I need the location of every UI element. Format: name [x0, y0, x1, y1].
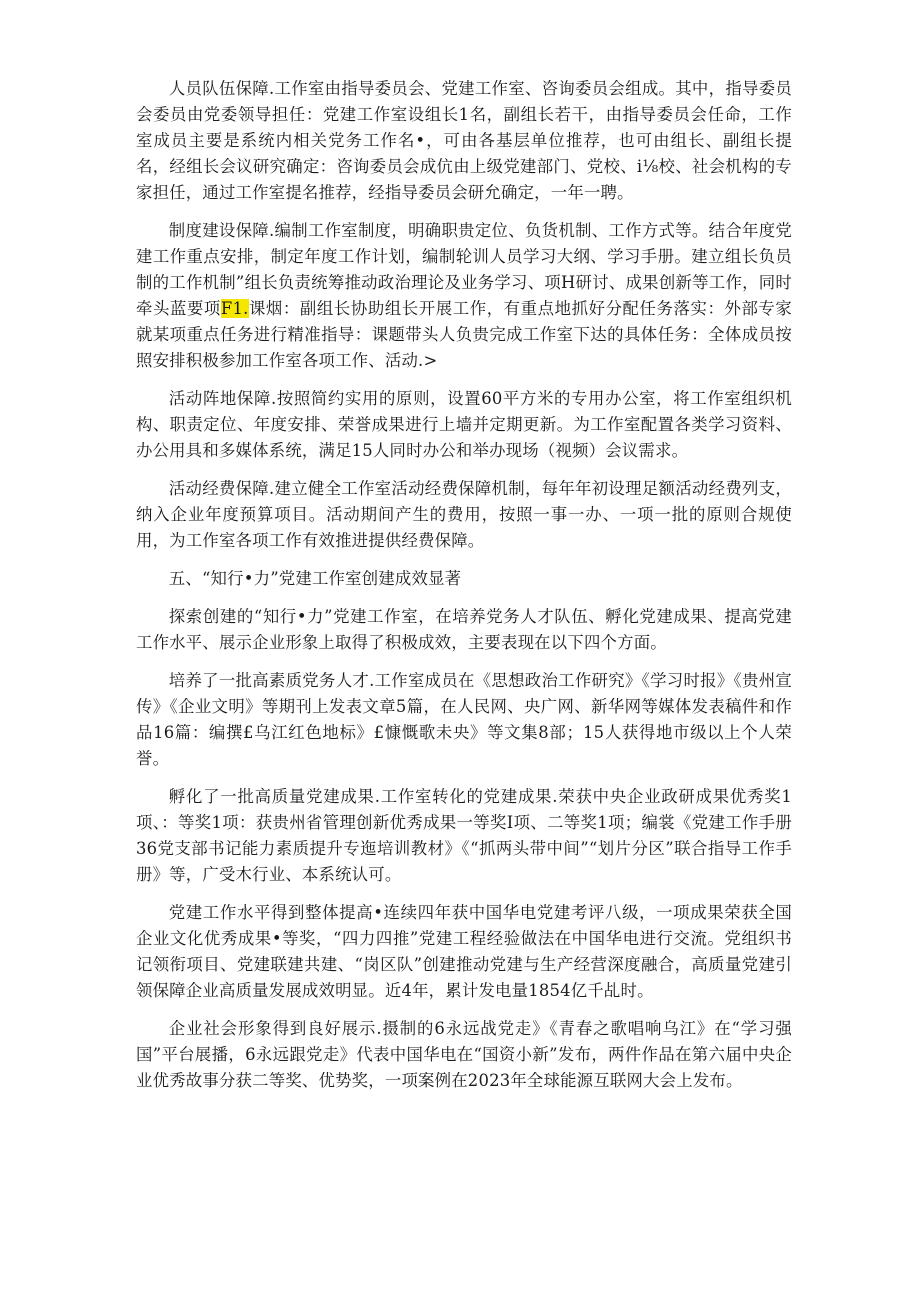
paragraph-venue-guarantee — [136, 386, 792, 464]
paragraph-text: 课烟：副组长协助组长开展工作，有重点地抓好分配任务落实：外部专家就某项重点任务进行精准指导：课题带头人负贵完成工作室下达的具体任务：全体成员按照安排积极参加工作室各项工作、活动.> — [136, 299, 792, 370]
paragraph-achievements-intro — [136, 604, 792, 656]
document-body — [136, 76, 792, 1106]
paragraph-corporate-image — [136, 1016, 792, 1094]
paragraph-text: 企业社会形象得到良好展示.摄制的6永远战党走》《青春之歌唱响乌江》在“学习强国”平台展播，6永远跟党走》代表中国华电在“国资小新”发布，两件作品在第六届中央企业优秀故事分获二等奖、优势奖，一项案例在2023年全球能源互联网大会上发布。 — [136, 1019, 792, 1090]
paragraph-funding-guarantee — [136, 476, 792, 554]
paragraph-talent-cultivation — [136, 668, 792, 772]
paragraph-personnel-guarantee — [136, 76, 792, 206]
paragraph-text: 探索创建的“知行•力”党建工作室，在培养党务人才队伍、孵化党建成果、提高党建工作水平、展示企业形象上取得了积极成效，主要表现在以下四个方面。 — [136, 607, 792, 652]
paragraph-text: 党建工作水平得到整体提高•连续四年获中国华电党建考评八级，一项成果荣获全国企业文化优秀成果•等奖，“四力四推”党建工程经验做法在中国华电进行交流。党组织书记领衔项目、党建联建共建、“岗区队”创建推动党建与生产经营深度融合，高质量党建引领保障企业高质量发展成效明显。近4年，累计发电量1854亿千乩时。 — [136, 903, 792, 1000]
section-heading — [136, 566, 792, 592]
paragraph-text: 活动阵地保障.按照简约实用的原则，设置60平方米的专用办公室，将工作室组织机构、职责定位、年度安排、荣誉成果进行上墙并定期更新。为工作室配置各类学习资料、办公用具和多媒体系统，满足15人同时办公和举办现场（视频）会议需求。 — [136, 389, 792, 460]
paragraph-text: 培养了一批高素质党务人才.工作室成员在《思想政治工作研究》《学习时报》《贵州宣传》《企业文明》等期刊上发表文章5篇，在人民网、央广网、新华网等媒体发表稿件和作品16篇：编撰£乌江红色地标》£慷慨歌未央》等文集8部；15人获得地市级以上个人荣誉。 — [136, 671, 792, 768]
paragraph-text: 制度建设保障.编制工作室制度，明确职贵定位、负货机制、工作方式等。结合年度党建工作重点安排，制定年度工作计划，编制轮训人员学习大纲、学习手册。建立组长负员制的工作机制”组长负责统筹推动政治理论及业务学习、项H研讨、成果创新等工作，同时牵头蓝要项 — [136, 221, 792, 318]
highlighted-text: F1. — [220, 299, 249, 318]
paragraph-text: 人员队伍保障.工作室由指导委员会、党建工作室、咨询委员会组成。其中，指导委员会委员由党委领导担任：党建工作室设组长1名，副组长若干，由指导委员会任命，工作室成员主要是系统内相关党务工作名•，可由各基层单位推荐，也可由组长、副组长提名，经组长会议研究确定：咨询委员会成伉由上级党建部门、党校、i⅛校、社会机构的专家担任，通过工作室提名推荐，经指导委员会研允确定，一年一聘。 — [136, 79, 792, 202]
paragraph-overall-improvement — [136, 900, 792, 1004]
paragraph-text: 活动经费保障.建立健全工作室活动经费保障机制，每年年初设理足额活动经费列支，纳入企业年度预算项目。活动期间产生的费用，按照一事一办、一项一批的原则合规使用，为工作室各项工作有效推进提供经费保障。 — [136, 479, 792, 550]
paragraph-results-incubation — [136, 784, 792, 888]
paragraph-system-guarantee — [136, 218, 792, 374]
section-heading-text: 五、“知行•力”党建工作室创建成效显著 — [168, 569, 462, 588]
paragraph-text: 孵化了一批高质量党建成果.工作室转化的党建成果.荣获中央企业政研成果优秀奖1项、：等奖1项：获贵州省管理创新优秀成果一等奖I项、二等奖1项；编裳《党建工作手册36党支部书记能力素质提升专迤培训教材》《“抓两头带中间”“划片分区”联合指导工作手册》等，广受木行业、本系统认可。 — [136, 787, 792, 884]
